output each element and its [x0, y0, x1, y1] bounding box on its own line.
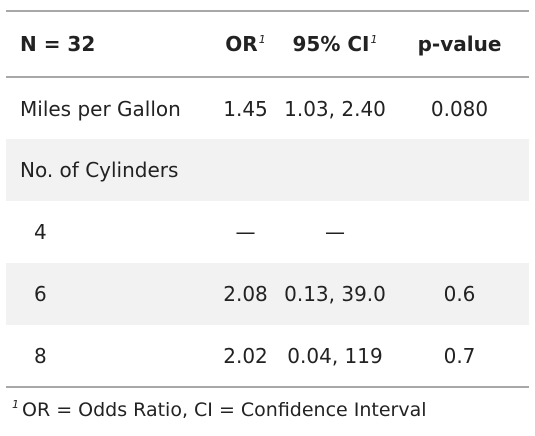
regression-table — [6, 10, 529, 388]
row-label: No. of Cylinders — [20, 158, 179, 182]
odds-ratio-cell: 1.45 — [223, 96, 268, 121]
odds-ratio-cell: 2.08 — [223, 282, 268, 306]
footnote-marker: 1 — [258, 33, 266, 46]
confidence-interval-cell: — — [325, 220, 345, 244]
table-row — [6, 201, 529, 263]
confidence-interval-cell: 0.04, 119 — [287, 343, 383, 368]
confidence-interval-cell: 1.03, 2.40 — [284, 96, 386, 121]
confidence-interval-cell: 0.13, 39.0 — [284, 282, 386, 306]
odds-ratio-cell: — — [235, 220, 256, 244]
p-value-cell: 0.080 — [430, 96, 489, 121]
header-or: OR$^1$ — [225, 32, 266, 56]
header-row — [6, 11, 529, 77]
row-label: 4 — [34, 220, 47, 244]
footnote-marker: 1 — [12, 398, 19, 411]
table-row — [6, 139, 529, 201]
row-label: 8 — [34, 343, 47, 368]
table-footnote — [12, 398, 427, 421]
confidence-interval-cell — [280, 139, 390, 201]
table-row — [6, 77, 529, 139]
table-row — [6, 325, 529, 387]
footnote-text: OR = Odds Ratio, CI = Confidence Interval — [22, 399, 427, 421]
odds-ratio-cell — [211, 139, 280, 201]
p-value-cell: 0.6 — [443, 282, 476, 306]
header-p-value: p-value — [417, 32, 502, 56]
odds-ratio-cell: 2.02 — [223, 343, 268, 368]
header-ci: 95% CI$^1$ — [292, 32, 378, 56]
p-value-cell — [390, 201, 529, 263]
p-value-cell: 0.7 — [443, 343, 476, 368]
p-value-cell — [390, 139, 529, 201]
table-row — [6, 263, 529, 325]
header-n: N = 32 — [20, 32, 96, 56]
row-label: Miles per Gallon — [20, 96, 181, 121]
footnote-marker: 1 — [370, 33, 378, 46]
row-label: 6 — [34, 282, 47, 306]
